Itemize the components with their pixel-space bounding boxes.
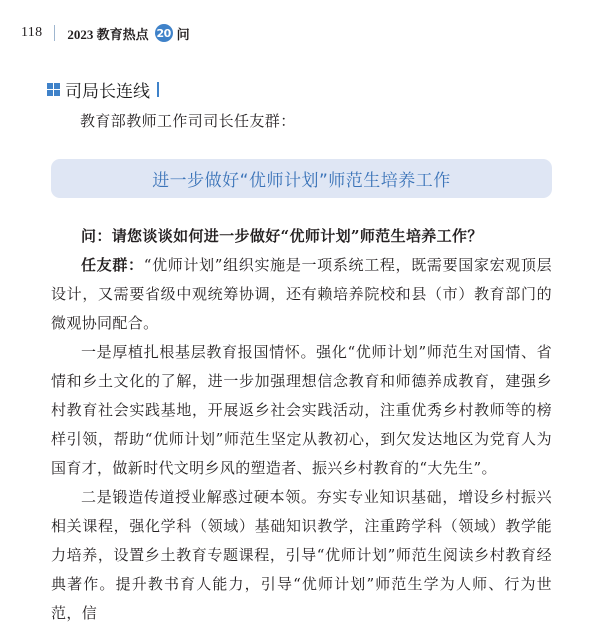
banner-title: 进一步做好“优师计划”师范生培养工作 bbox=[152, 171, 451, 191]
running-header bbox=[21, 22, 190, 44]
page-number: 118 bbox=[21, 25, 43, 40]
body-paragraph: 一是厚植扎根基层教育报国情怀。强化“优师计划”师范生对国情、省情和乡土文化的了解，进一步加强理想信念教育和师德养成教育，建强乡村教育社会实践基地，开展返乡社会实践活动，注重优秀乡村教师等的榜样引领，帮助“优师计划”师范生坚定从教初心，到欠发达地区为党育人为国育才，做新时代文明乡风的塑造者、振兴乡村教育的“大先生”。 bbox=[51, 343, 552, 477]
grid-square-icon bbox=[47, 83, 60, 96]
book-title: 2023 教育热点 bbox=[67, 26, 149, 42]
interview-question: 问：请您谈谈如何进一步做好“优师计划”师范生培养工作？ bbox=[81, 227, 483, 245]
title-bar-accent bbox=[157, 82, 159, 97]
speaker-intro: 教育部教师工作司司长任友群： bbox=[80, 112, 296, 130]
answer-intro-text: “优师计划”组织实施是一项系统工程，既需要国家宏观顶层设计，又需要省级中观统筹协调，还有赖培养院校和县（市）教育部门的微观协同配合。 bbox=[51, 256, 552, 332]
topic-banner bbox=[51, 159, 552, 198]
header-divider bbox=[54, 25, 55, 41]
article-body bbox=[51, 222, 552, 628]
number-badge: 20 bbox=[155, 24, 173, 42]
body-paragraph: 二是锻造传道授业解惑过硬本领。夯实专业知识基础，增设乡村振兴相关课程，强化学科（领域）基础知识教学，注重跨学科（领域）教学能力培养，设置乡土教育专题课程，引导“优师计划”师范生阅读乡村教育经典著作。提升教书育人能力，引导“优师计划”师范生学为人师、行为世范，信 bbox=[51, 488, 552, 622]
section-heading bbox=[47, 77, 159, 102]
section-title-text: 司局长连线 bbox=[65, 82, 150, 102]
book-title-suffix: 问 bbox=[176, 26, 190, 42]
answer-intro-paragraph bbox=[51, 251, 552, 338]
answer-speaker: 任友群： bbox=[81, 256, 144, 274]
